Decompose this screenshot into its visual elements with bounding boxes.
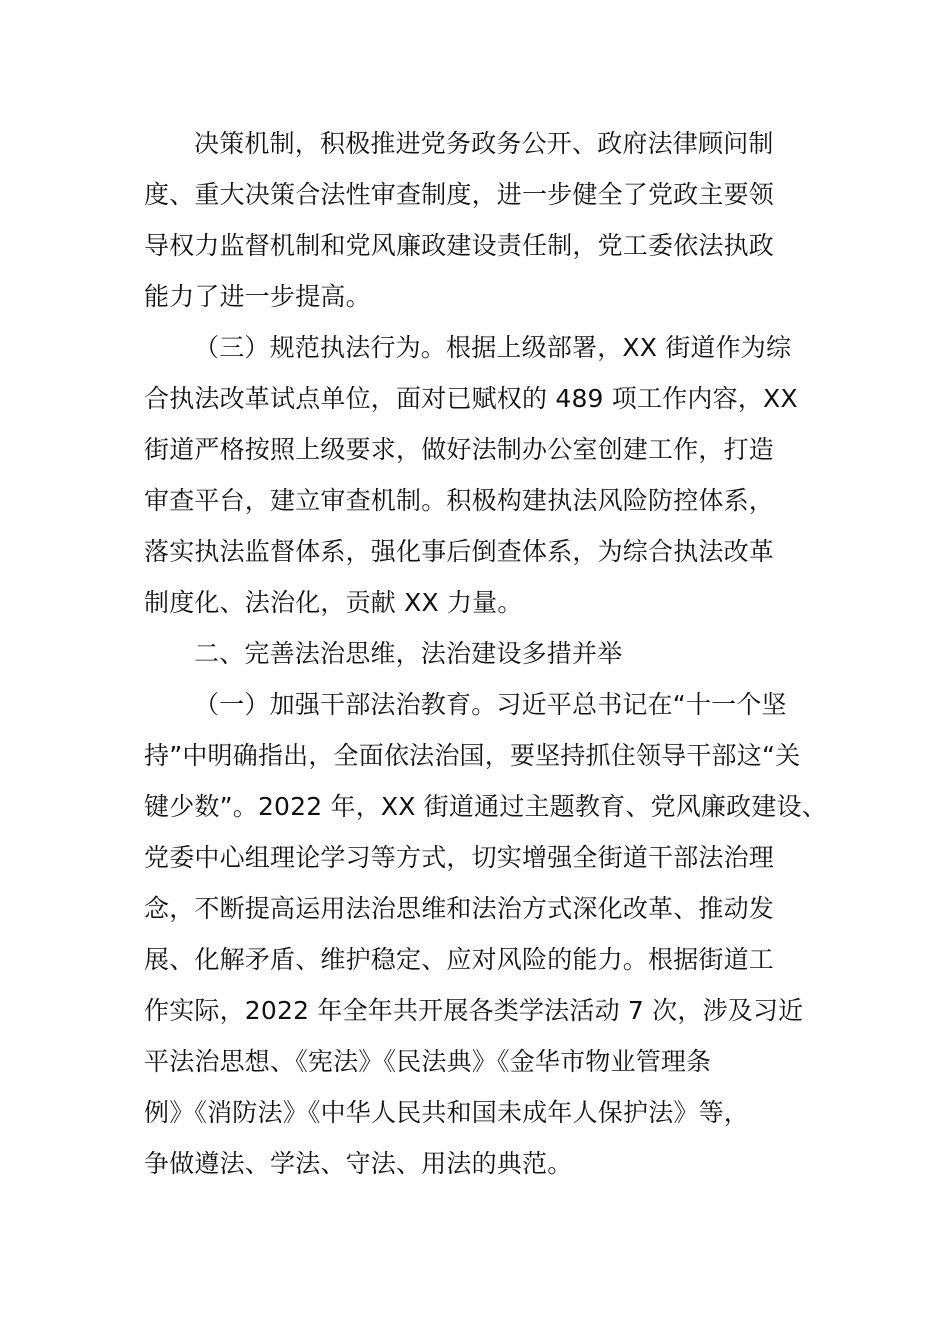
text-line: 决策机制，积极推进党务政务公开、政府法律顾问制 — [194, 129, 774, 158]
text-line: 审查平台，建立审查机制。积极构建执法风险防控体系， — [144, 486, 775, 515]
text-line: 念，不断提高运用法治思维和法治方式深化改革、推动发 — [144, 894, 775, 923]
text-line: 键少数”。2022 年，XX 街道通过主题教育、党风廉政建设、 — [144, 792, 827, 821]
text-line: 街道严格按照上级要求，做好法制办公室创建工作，打造 — [144, 435, 775, 464]
text-line: 能力了进一步提高。 — [144, 282, 371, 311]
text-line: 作实际，2022 年全年共开展各类学法活动 7 次，涉及习近 — [144, 996, 804, 1025]
text-line: 持”中明确指出，全面依法治国，要坚持抓住领导干部这“关 — [144, 741, 801, 770]
text-line: 合执法改革试点单位，面对已赋权的 489 项工作内容，XX — [144, 384, 798, 413]
text-line: 导权力监督机制和党风廉政建设责任制，党工委依法执政 — [144, 231, 775, 260]
chapter-heading: 二、完善法治思维，法治建设多措并举 — [194, 639, 623, 668]
text-line: 制度化、法治化，贡献 XX 力量。 — [144, 588, 523, 617]
section-heading: （一）加强干部法治教育。习近平总书记在“十一个坚 — [194, 690, 787, 719]
text-line: 争做遵法、学法、守法、用法的典范。 — [144, 1149, 573, 1178]
text-line: 展、化解矛盾、维护稳定、应对风险的能力。根据街道工 — [144, 945, 775, 974]
text-line: 例》《消防法》《中华人民共和国未成年人保护法》等， — [144, 1098, 750, 1127]
document-body — [144, 118, 827, 1189]
text-line: 落实执法监督体系，强化事后倒查体系，为综合执法改革 — [144, 537, 775, 566]
text-line: 党委中心组理论学习等方式，切实增强全街道干部法治理 — [144, 843, 775, 872]
text-line: 平法治思想、《宪法》《民法典》《金华市物业管理条 — [144, 1047, 712, 1076]
section-heading: （三）规范执法行为。根据上级部署，XX 街道作为综 — [194, 333, 792, 362]
text-line: 度、重大决策合法性审查制度，进一步健全了党政主要领 — [144, 180, 775, 209]
